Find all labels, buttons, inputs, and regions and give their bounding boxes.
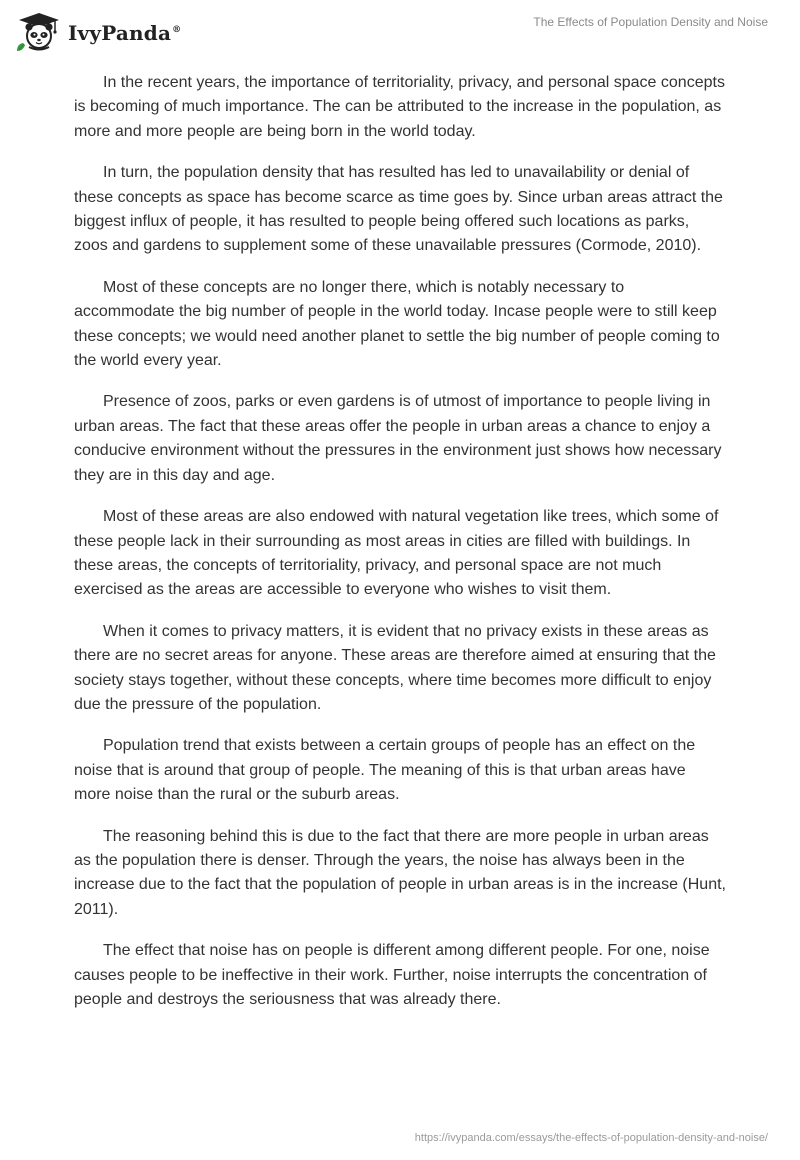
paragraph: The reasoning behind this is due to the fact that there are more people in urban areas as the population there is denser. Through the years, the noise has always been in the increase due to the fact that the population of people in urban areas is in the increase (Hunt, 2011). — [74, 827, 726, 918]
page-header — [0, 0, 800, 62]
essay-body — [74, 71, 726, 1029]
logo-wordmark — [68, 21, 181, 45]
paragraph: In the recent years, the importance of territoriality, privacy, and personal space concepts is becoming of much importance. The can be attributed to the increase in the population, as more and more people are being born in the world today. — [74, 74, 725, 140]
paragraph: The effect that noise has on people is different among different people. For one, noise causes people to be ineffective in their work. Further, noise interrupts the concentration of people and destroys the seriousness that was already there. — [74, 942, 710, 1008]
paragraph: Most of these areas are also endowed with natural vegetation like trees, which some of these people lack in their surrounding as most areas in cities are filled with buildings. In these areas, the concepts of territoriality, privacy, and personal space are not much exercised as the areas are accessible to everyone who wishes to visit them. — [74, 508, 719, 599]
document-title: The Effects of Population Density and Noise — [533, 15, 768, 29]
registered-mark: ® — [172, 25, 182, 36]
panda-graduate-icon — [14, 11, 64, 53]
paragraph: In turn, the population density that has resulted has led to unavailability or denial of these concepts as space has become scarce as time goes by. Since urban areas attract the biggest influx of people, it has resulted to people being offered such locations as parks, zoos and gardens to supplement some of these unavailable pressures (Cormode, 2010). — [74, 164, 723, 255]
paragraph: When it comes to privacy matters, it is evident that no privacy exists in these areas as there are no secret areas for anyone. These areas are therefore aimed at ensuring that the society stays together, without these concepts, where time becomes more difficult to enjoy due the pressure of the population. — [74, 622, 716, 713]
brand-name: IvyPanda — [68, 21, 172, 45]
source-url[interactable]: https://ivypanda.com/essays/the-effects-of-population-density-and-noise/ — [414, 1132, 768, 1144]
paragraph: Population trend that exists between a certain groups of people has an effect on the noise that is around that group of people. The meaning of this is that urban areas have more noise than the rural or the suburb areas. — [74, 737, 696, 804]
paragraph: Most of these concepts are no longer there, which is notably necessary to accommodate the big number of people in the world today. Incase people were to still keep these concepts; we would need another planet to settle the big number of people coming to the world every year. — [74, 278, 720, 370]
ivypanda-logo[interactable] — [14, 10, 181, 54]
paragraph: Presence of zoos, parks or even gardens is of utmost of importance to people living in urban areas. The fact that these areas offer the people in urban areas a chance to enjoy a conducive environment without the pressures in the environment just shows how necessary they are in this day and age. — [74, 393, 722, 484]
